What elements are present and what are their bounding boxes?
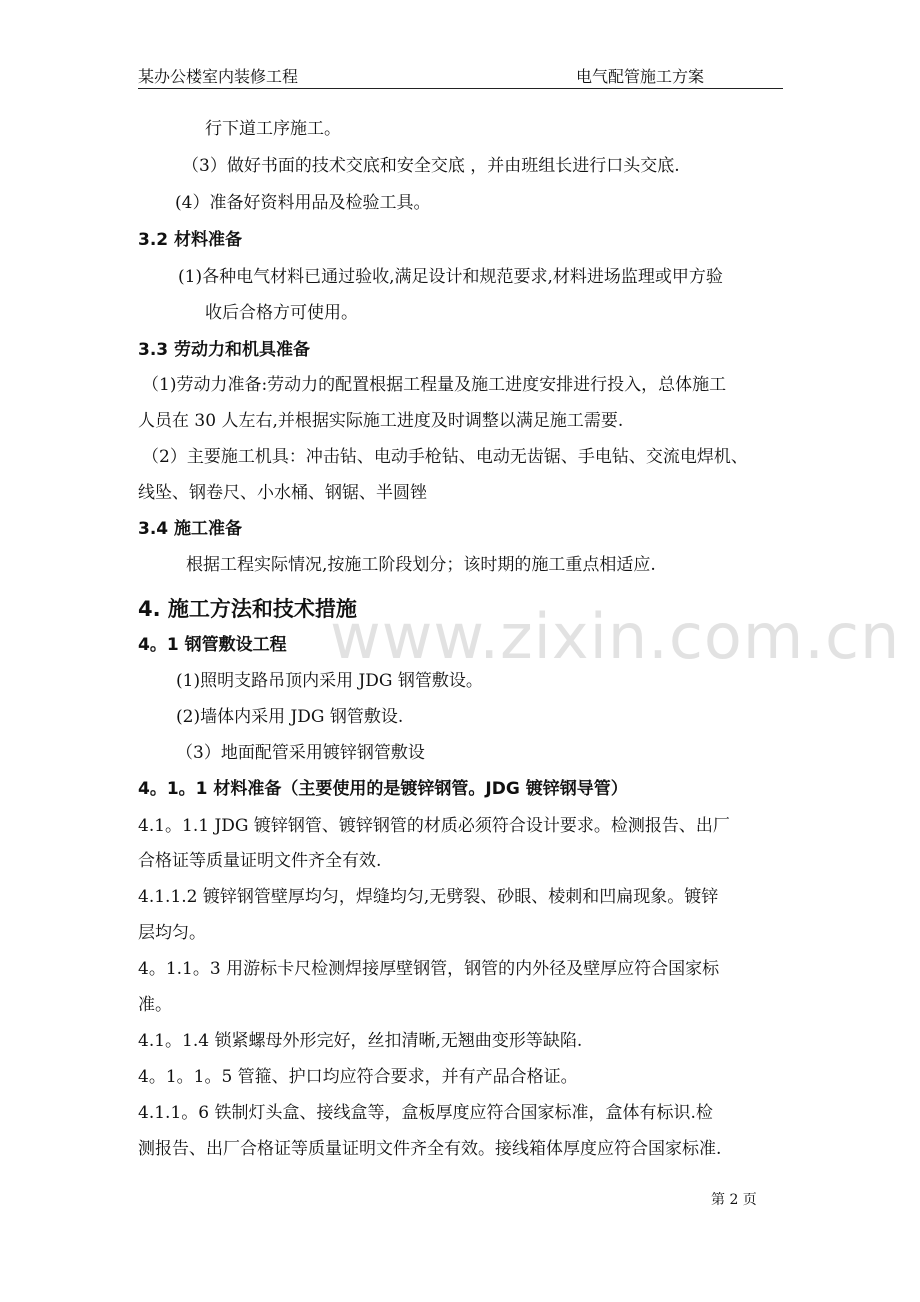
section-heading: 3.3 劳动力和机具准备 [138, 340, 311, 360]
text-line: 根据工程实际情况,按施工阶段划分；该时期的施工重点相适应. [186, 555, 656, 575]
text-line: 层均匀。 [138, 923, 206, 943]
section-heading: 3.2 材料准备 [138, 230, 243, 250]
text-line: 4.1.1.2 镀锌钢管壁厚均匀，焊缝均匀,无劈裂、砂眼、棱刺和凹扁现象。镀锌 [138, 887, 719, 907]
header-rule [138, 88, 783, 89]
text-line: （3）地面配管采用镀锌钢管敷设 [176, 743, 425, 763]
text-line: (2)墙体内采用 JDG 钢管敷设. [176, 707, 404, 727]
header-document-title: 电气配管施工方案 [576, 67, 705, 86]
text-line: 准。 [138, 995, 172, 1015]
text-line: 4。1.1。3 用游标卡尺检测焊接厚壁钢管，钢管的内外径及壁厚应符合国家标 [138, 959, 720, 979]
text-line: 线坠、钢卷尺、小水桶、钢锯、半圆锉 [138, 483, 427, 503]
text-line: (1)照明支路吊顶内采用 JDG 钢管敷设。 [176, 671, 483, 691]
page-number: 第 2 页 [711, 1192, 757, 1208]
text-line: 合格证等质量证明文件齐全有效. [138, 851, 382, 871]
section-heading: 4。1 钢管敷设工程 [138, 635, 287, 655]
section-heading: 3.4 施工准备 [138, 519, 243, 539]
watermark: www.zixin.com.cn [330, 600, 901, 673]
text-line: (1)各种电气材料已通过验收,满足设计和规范要求,材料进场监理或甲方验 [178, 267, 723, 287]
chapter-heading: 4. 施工方法和技术措施 [138, 597, 357, 621]
section-heading: 4。1。1 材料准备（主要使用的是镀锌钢管。JDG 镀锌钢导管） [138, 779, 628, 799]
text-line: 测报告、出厂合格证等质量证明文件齐全有效。接线箱体厚度应符合国家标准. [138, 1139, 722, 1159]
text-line: (4）准备好资料用品及检验工具。 [175, 193, 431, 213]
page-header [0, 0, 920, 92]
text-line: 4.1.1。6 铁制灯头盒、接线盒等，盒板厚度应符合国家标准，盒体有标识.检 [138, 1103, 713, 1123]
header-project-title: 某办公楼室内装修工程 [138, 67, 299, 86]
text-line: 人员在 30 人左右,并根据实际施工进度及时调整以满足施工需要. [138, 411, 624, 431]
text-line: （2）主要施工机具：冲击钻、电动手枪钻、电动无齿锯、手电钻、交流电焊机、 [142, 447, 748, 467]
text-line: （1)劳动力准备:劳动力的配置根据工程量及施工进度安排进行投入，总体施工 [142, 375, 727, 395]
text-line: （3）做好书面的技术交底和安全交底 ，并由班组长进行口头交底. [182, 156, 680, 176]
text-line: 4.1。1.1 JDG 镀锌钢管、镀锌钢管的材质必须符合设计要求。检测报告、出厂 [138, 816, 730, 836]
text-line: 收后合格方可使用。 [205, 303, 358, 323]
text-line: 行下道工序施工。 [205, 119, 341, 139]
text-line: 4.1。1.4 锁紧螺母外形完好，丝扣清晰,无翘曲变形等缺陷. [138, 1031, 583, 1051]
text-line: 4。1。1。5 管箍、护口均应符合要求，并有产品合格证。 [138, 1067, 578, 1087]
